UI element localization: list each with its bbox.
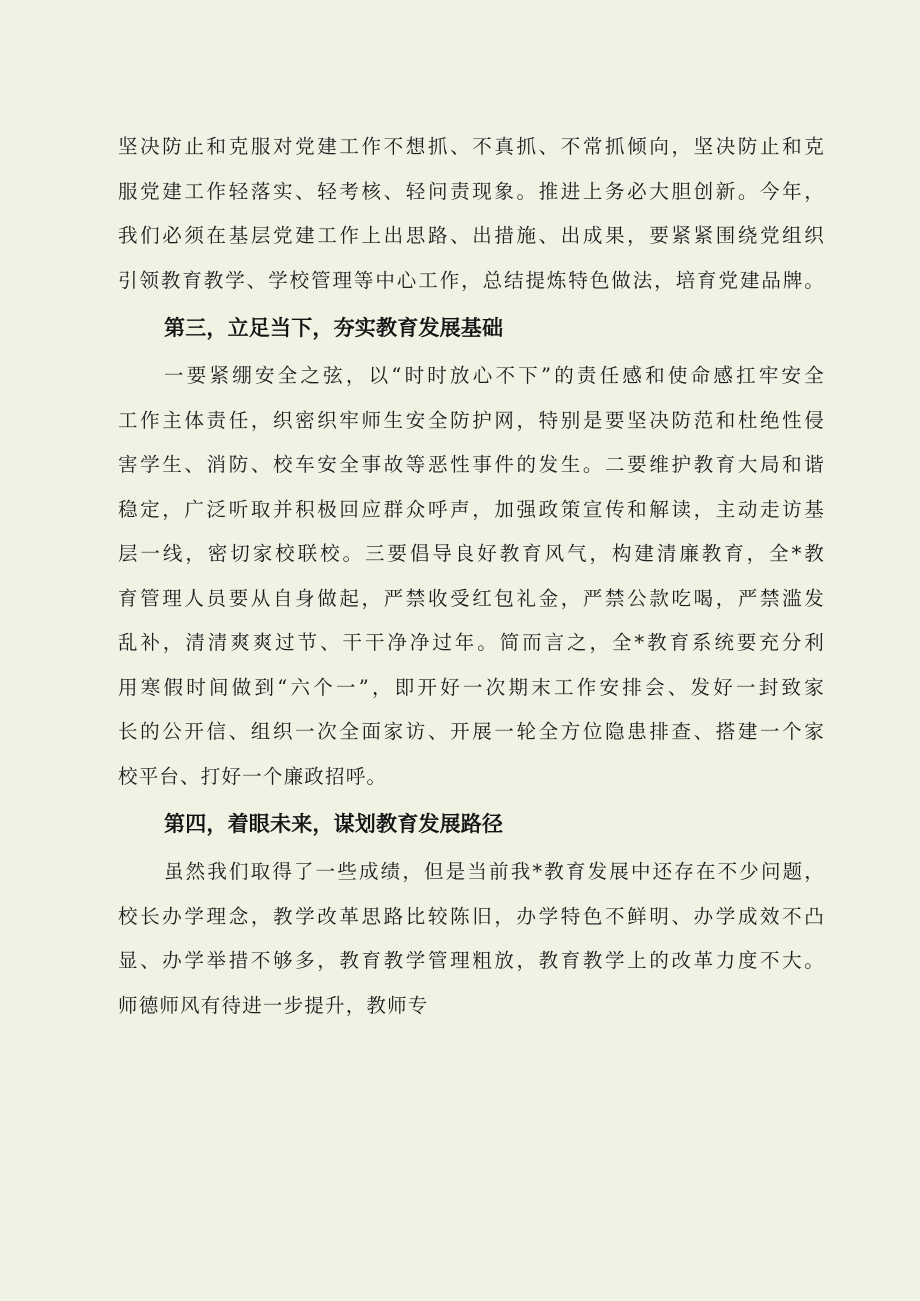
paragraph-line: 坚决防止和克服对党建工作不想抓、不真抓、不常抓倾向，坚决防止和克 (118, 135, 825, 158)
paragraph-line: 工作主体责任，织密织牢师生安全防护网，特别是要坚决防范和杜绝性侵 (118, 408, 825, 432)
paragraph-line: 显、办学举措不够多，教育教学管理粗放，教育教学上的改革力度不大。 (118, 949, 825, 972)
paragraph-line: 虽然我们取得了一些成绩，但是当前我*教育发展中还存在不少问题， (164, 860, 825, 883)
paragraph-line: 害学生、消防、校车安全事故等恶性事件的发生。二要维护教育大局和谐 (118, 453, 825, 476)
section-heading-third: 第三，立足当下，夯实教育发展基础 (164, 316, 504, 340)
paragraph-line: 校长办学理念，教学改革思路比较陈旧，办学特色不鲜明、办学成效不凸 (118, 904, 825, 928)
paragraph-line: 育管理人员要从自身做起，严禁收受红包礼金，严禁公款吃喝，严禁滥发 (118, 586, 825, 610)
paragraph-line: 我们必须在基层党建工作上出思路、出措施、出成果，要紧紧围绕党组织 (118, 224, 825, 247)
paragraph-line: 用寒假时间做到“六个一”，即开好一次期末工作安排会、发好一封致家 (118, 675, 825, 699)
paragraph-line: 长的公开信、组织一次全面家访、开展一轮全方位隐患排查、搭建一个家 (118, 720, 825, 743)
paragraph-line: 服党建工作轻落实、轻考核、轻问责现象。推进上务必大胆创新。今年， (118, 179, 825, 203)
paragraph-line: 校平台、打好一个廉政招呼。 (118, 764, 388, 788)
paragraph-line: 引领教育教学、学校管理等中心工作，总结提炼特色做法，培育党建品牌。 (118, 268, 825, 292)
paragraph-line: 层一线，密切家校联校。三要倡导良好教育风气，构建清廉教育，全*教 (118, 542, 825, 565)
paragraph-line: 稳定，广泛听取并积极回应群众呼声，加强政策宣传和解读，主动走访基 (118, 497, 825, 521)
paragraph-line: 乱补，清清爽爽过节、干干净净过年。简而言之，全*教育系统要充分利 (118, 631, 825, 654)
section-heading-fourth: 第四，着眼未来，谋划教育发展路径 (164, 812, 504, 836)
paragraph-line: 一要紧绷安全之弦，以“时时放心不下”的责任感和使命感扛牢安全 (164, 364, 825, 387)
paragraph-line: 师德师风有待进一步提升，教师专 (118, 993, 429, 1017)
